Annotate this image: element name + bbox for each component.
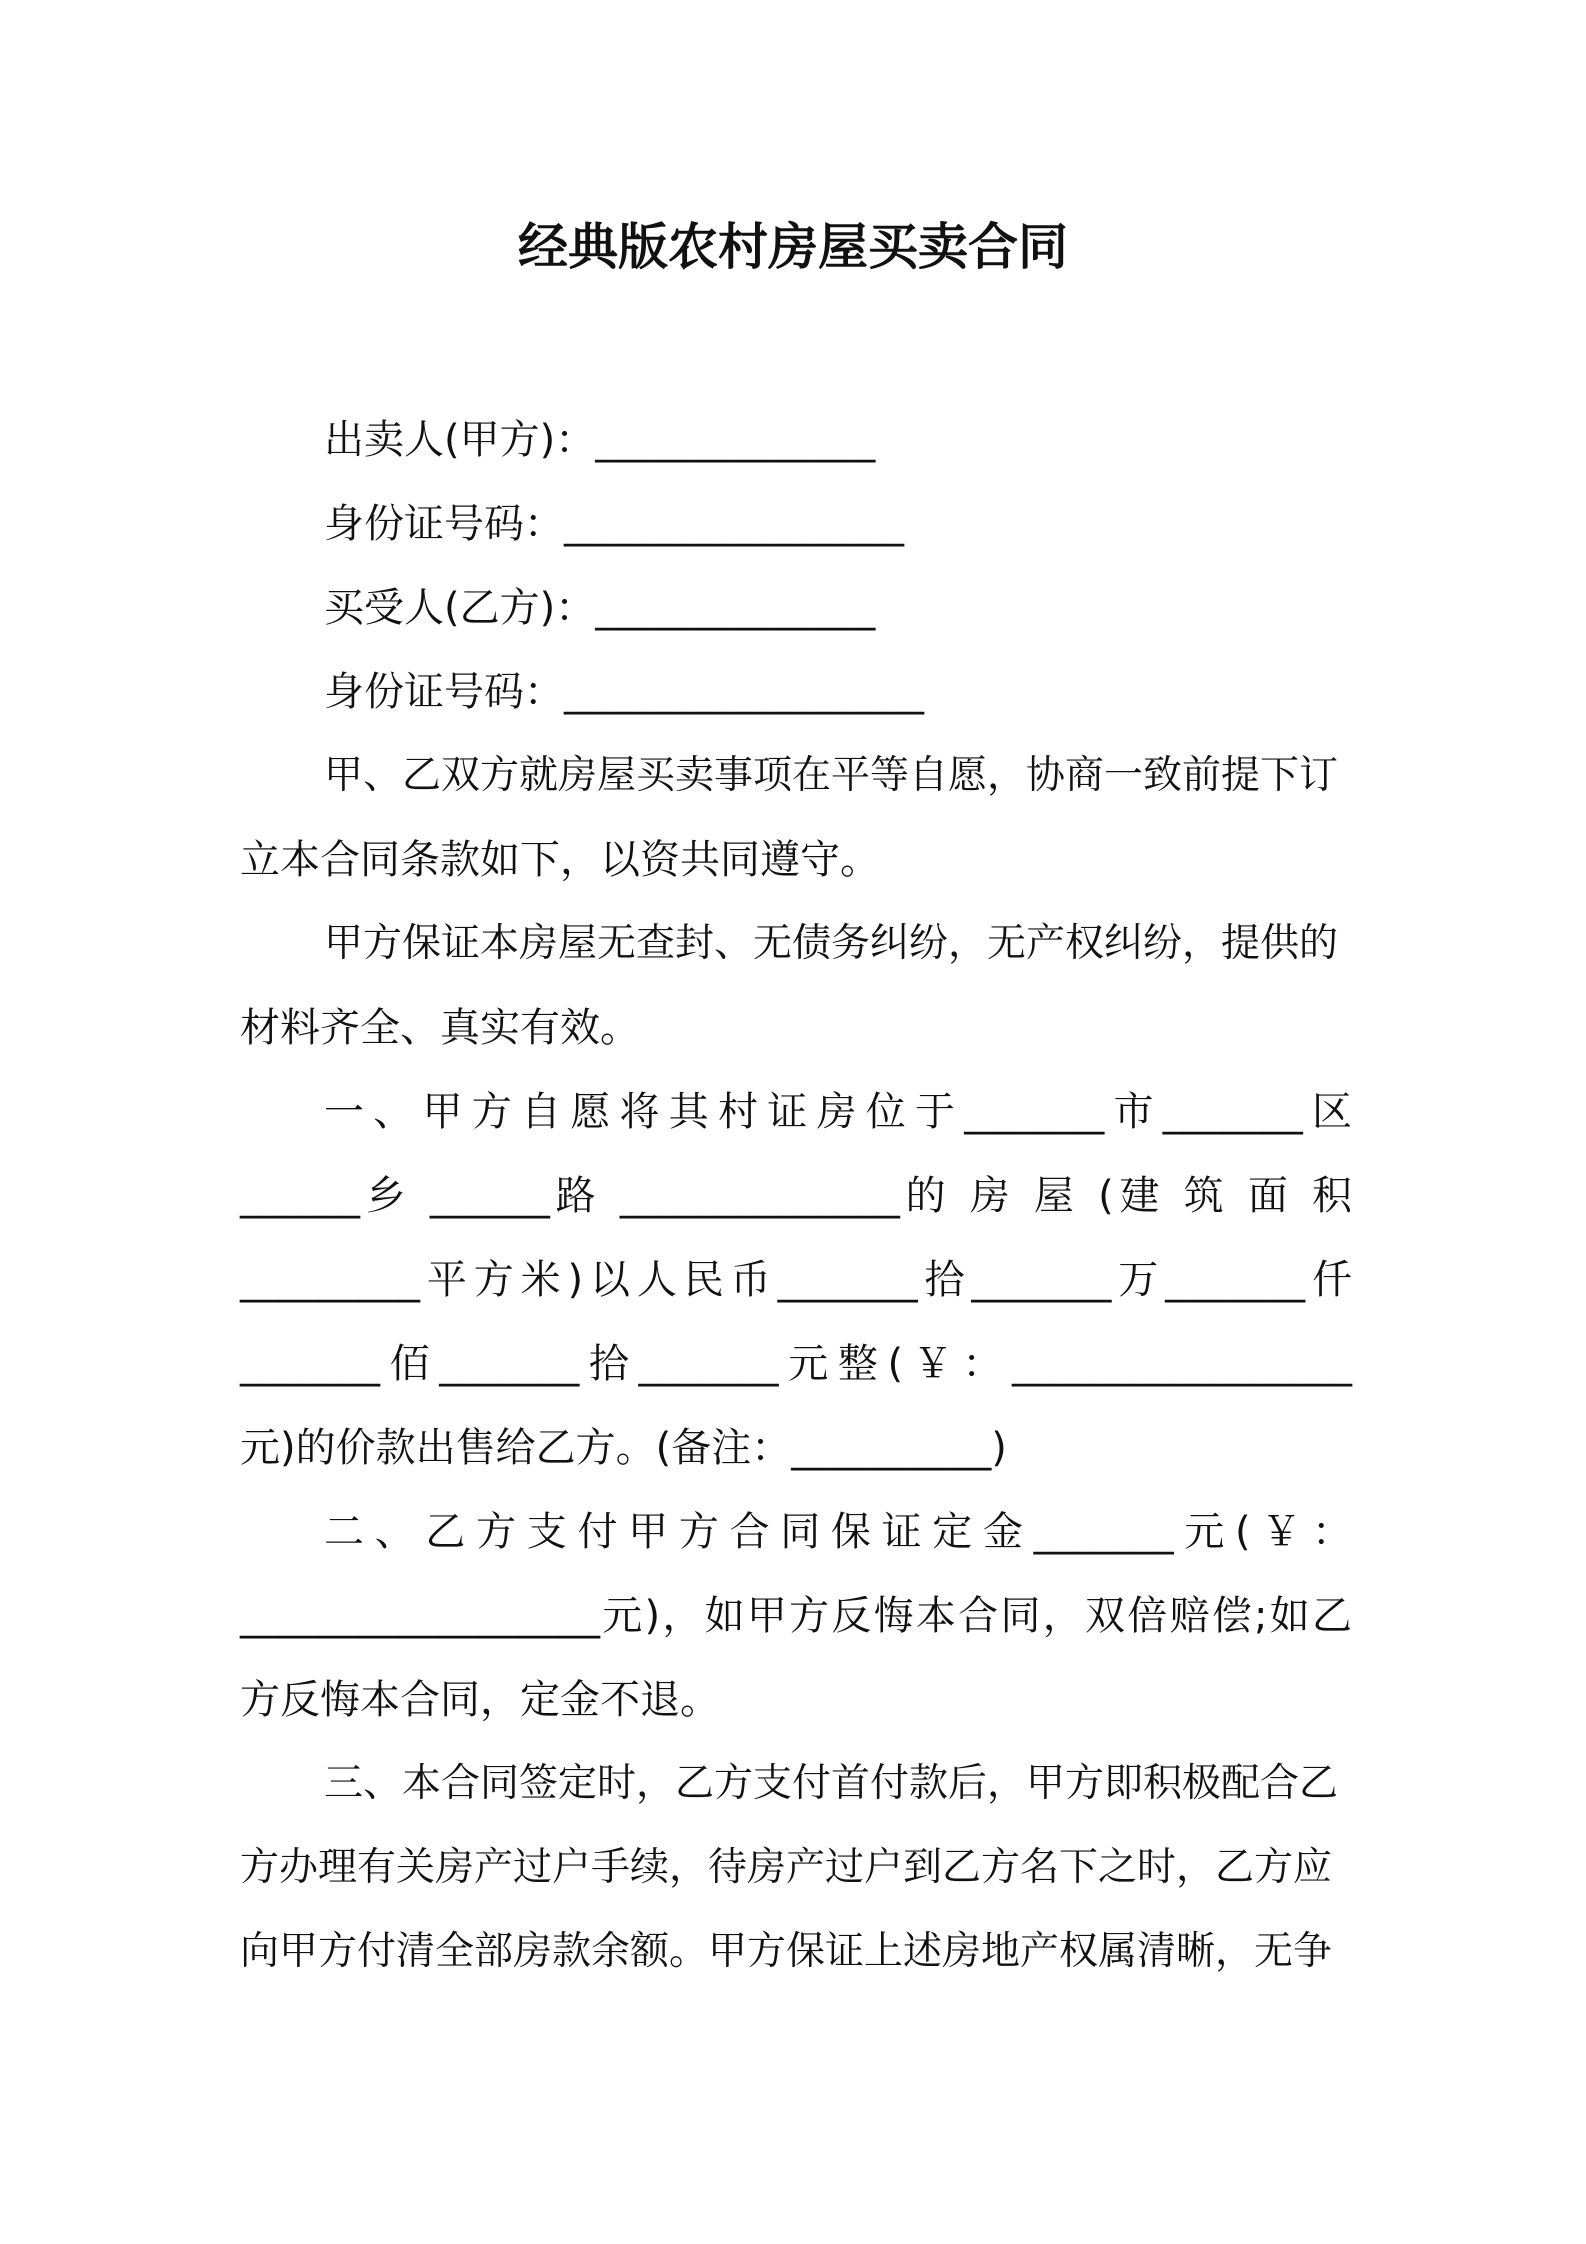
paragraph-line: 甲方保证本房屋无查封、无债务纠纷，无产权纠纷，提供的 [324, 921, 1339, 966]
paragraph-line: _________平方米)以人民币_______拾_______万_______仟 [240, 1257, 1352, 1303]
paragraph-line: 身份证号码：__________________ [324, 669, 924, 715]
paragraph-line: 买受人(乙方)：______________ [324, 585, 876, 631]
paragraph-line: __________________元)，如甲方反悔本合同，双倍赔偿;如乙 [240, 1593, 1352, 1639]
paragraph-line: 二、乙方支付甲方合同保证定金_______元(￥： [324, 1509, 1352, 1555]
paragraph-line: 立本合同条款如下，以资共同遵守。 [240, 837, 880, 883]
paragraph-line: ______乡 ______路 ______________的 房 屋 (建 筑 面 积 [240, 1173, 1352, 1219]
paragraph-line: 方反悔本合同，定金不退。 [240, 1677, 720, 1723]
paragraph-line: 一、甲方自愿将其村证房位于_______市_______区 [324, 1089, 1352, 1135]
paragraph-line: 出卖人(甲方)：______________ [324, 417, 876, 463]
document-title: 经典版农村房屋买卖合同 [518, 218, 1068, 276]
paragraph-line: 方办理有关房产过户手续，待房产过户到乙方名下之时，乙方应 [240, 1845, 1333, 1890]
paragraph-line: 甲、乙双方就房屋买卖事项在平等自愿，协商一致前提下订 [324, 753, 1339, 798]
paragraph-line: 元)的价款出售给乙方。(备注：__________) [240, 1425, 1007, 1471]
paragraph-line: 身份证号码：_________________ [324, 501, 904, 547]
paragraph-line: 材料齐全、真实有效。 [240, 1005, 640, 1051]
paragraph-line: _______佰_______拾_______元整(￥：_________________ [240, 1341, 1352, 1387]
paragraph-line: 三、本合同签定时，乙方支付首付款后，甲方即积极配合乙 [324, 1761, 1339, 1806]
paragraph-line: 向甲方付清全部房款余额。甲方保证上述房地产权属清晰，无争 [240, 1929, 1333, 1974]
